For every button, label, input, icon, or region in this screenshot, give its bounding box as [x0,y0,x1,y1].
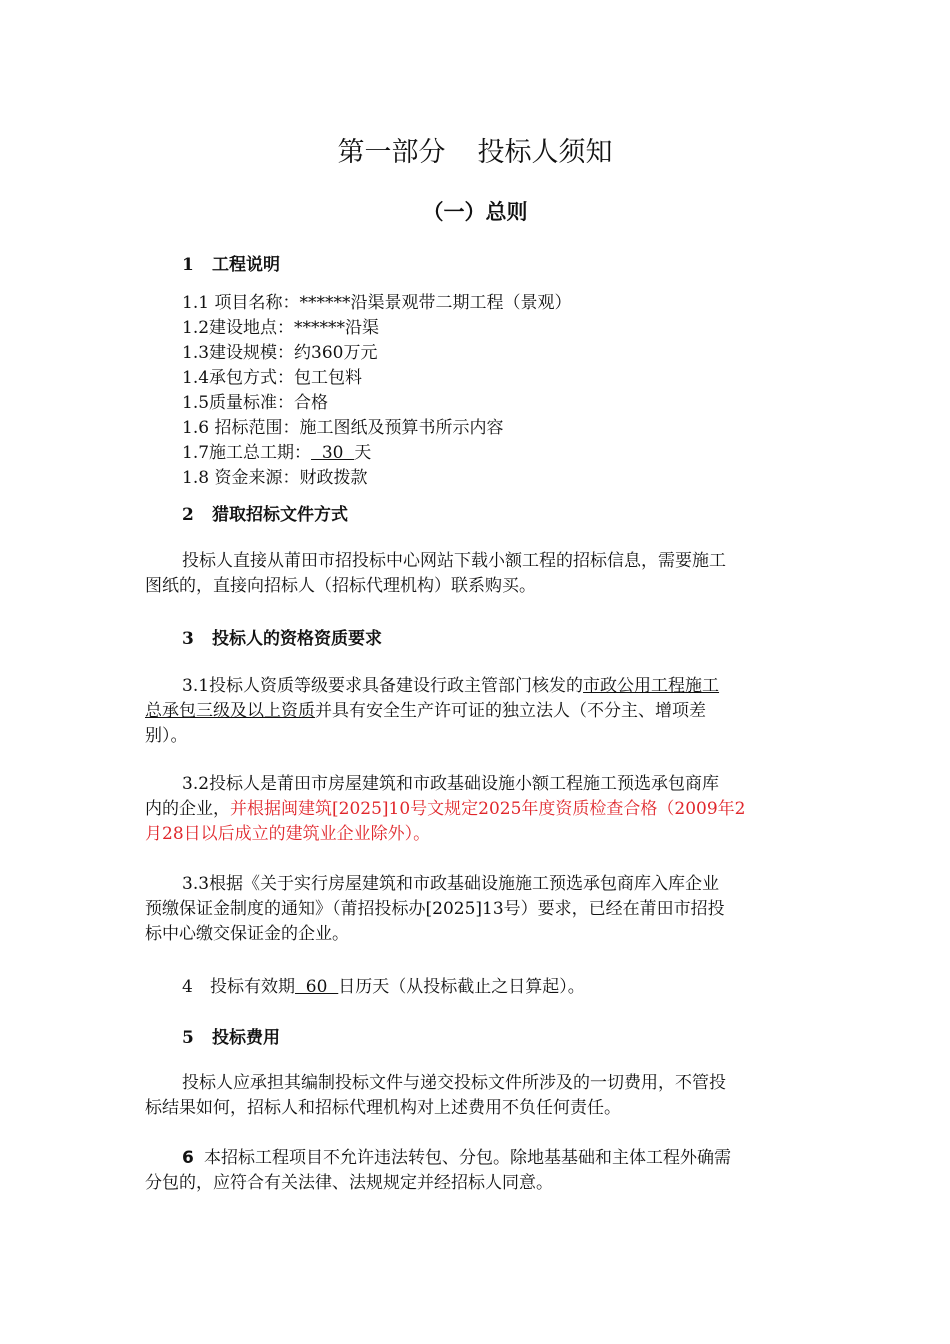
section-2-paragraph: 投标人直接从莆田市招投标中心网站下载小额工程的招标信息，需要施工 图纸的，直接向招标人（招标代理机构）联系购买。 [145,551,726,596]
paragraph-3-2: 3.2投标人是莆田市房屋建筑和市政基础设施小额工程施工预选承包商库 内的企业，并根据闽建筑[2025]10号文规定2025年度资质检查合格（2009年2 月28日以后成立的建筑业企业除外）。 [145,774,746,844]
item-1-2: 1.2建设地点：******沿渠 [182,318,380,338]
section-3-heading: 3 投标人的资格资质要求 [182,629,382,649]
item-1-6: 1.6 招标范围：施工图纸及预算书所示内容 [182,418,504,438]
paragraph-3-1: 3.1投标人资质等级要求具备建设行政主管部门核发的市政公用工程施工 总承包三级及以上资质并具有安全生产许可证的独立法人（不分主、增项差 别）。 [145,676,720,746]
section-2-heading: 2 猎取招标文件方式 [182,505,348,525]
paragraph-3-3: 3.3根据《关于实行房屋建筑和市政基础设施施工预选承包商库入库企业 预缴保证金制度的通知》（莆招投标办[2025]13号）要求，已经在莆田市招投 标中心缴交保证金的企业。 [145,874,725,944]
page-title: 第一部分 投标人须知 [337,137,613,168]
item-1-8: 1.8 资金来源：财政拨款 [182,468,368,488]
validity-days: 60 [295,977,339,997]
item-1-4: 1.4承包方式：包工包料 [182,368,363,388]
section-5-heading: 5 投标费用 [182,1028,280,1048]
item-1-7: 1.7施工总工期： 30 天 [182,443,372,463]
section-6-paragraph: 6 本招标工程项目不允许违法转包、分包。除地基基础和主体工程外确需 分包的，应符合有关法律、法规规定并经招标人同意。 [145,1148,731,1193]
section-1-heading: 1 工程说明 [182,255,280,275]
highlight-requirement: 并根据闽建筑[2025]10号文规定2025年度资质检查合格（2009年2 [230,799,746,819]
section-5-paragraph: 投标人应承担其编制投标文件与递交投标文件所涉及的一切费用，不管投 标结果如何，招标人和招标代理机构对上述费用不负任何责任。 [145,1073,726,1118]
item-1-3: 1.3建设规模：约360万元 [182,343,378,363]
section-4-validity: 4 投标有效期 60 日历天（从投标截止之日算起）。 [182,977,585,997]
section-subtitle: （一）总则 [422,200,528,224]
item-1-5: 1.5质量标准：合格 [182,393,329,413]
period-value: 30 [311,443,355,463]
item-1-1: 1.1 项目名称：******沿渠景观带二期工程（景观） [182,293,572,313]
